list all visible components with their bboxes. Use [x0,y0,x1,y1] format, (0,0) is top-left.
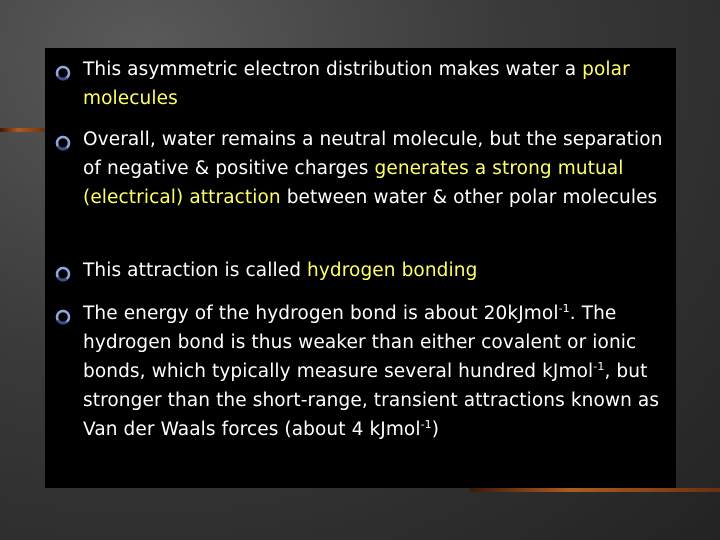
highlighted-term: hydrogen bonding [307,260,478,281]
bullet-text: This asymmetric electron distribution makes water a polar molecules [83,59,630,109]
bullet-text: The energy of the hydrogen bond is about 20kJmol$^{-1}$. The hydrogen bond is thus weaker than either covalent or ionic bonds, which typically measure several hundred kJmol$^{-1}$, but stronger than the short-range, transient attractions known as Van der Waals forces (about 4 kJmol$^{-1}$) [83,302,660,440]
bullet-text: Overall, water remains a neutral molecule, but the separation of negative & positive charges generates a strong mutual (electrical) attraction between water & other polar molecules [83,129,663,208]
ring-bullet-icon [55,65,71,81]
superscript: -1 [593,360,605,373]
ring-bullet-icon [55,266,71,282]
superscript: -1 [420,418,432,431]
decorative-accent-line-right [470,488,720,492]
bullet-text: This attraction is called hydrogen bonding [83,260,478,281]
highlighted-term: polar molecules [83,59,630,109]
ring-bullet-icon [55,135,71,151]
slide-content-panel [45,48,676,488]
highlighted-term: generates a strong mutual (electrical) attraction [83,158,624,208]
decorative-accent-line-left [0,128,46,132]
ring-bullet-icon [55,309,71,325]
superscript: -1 [558,302,570,315]
